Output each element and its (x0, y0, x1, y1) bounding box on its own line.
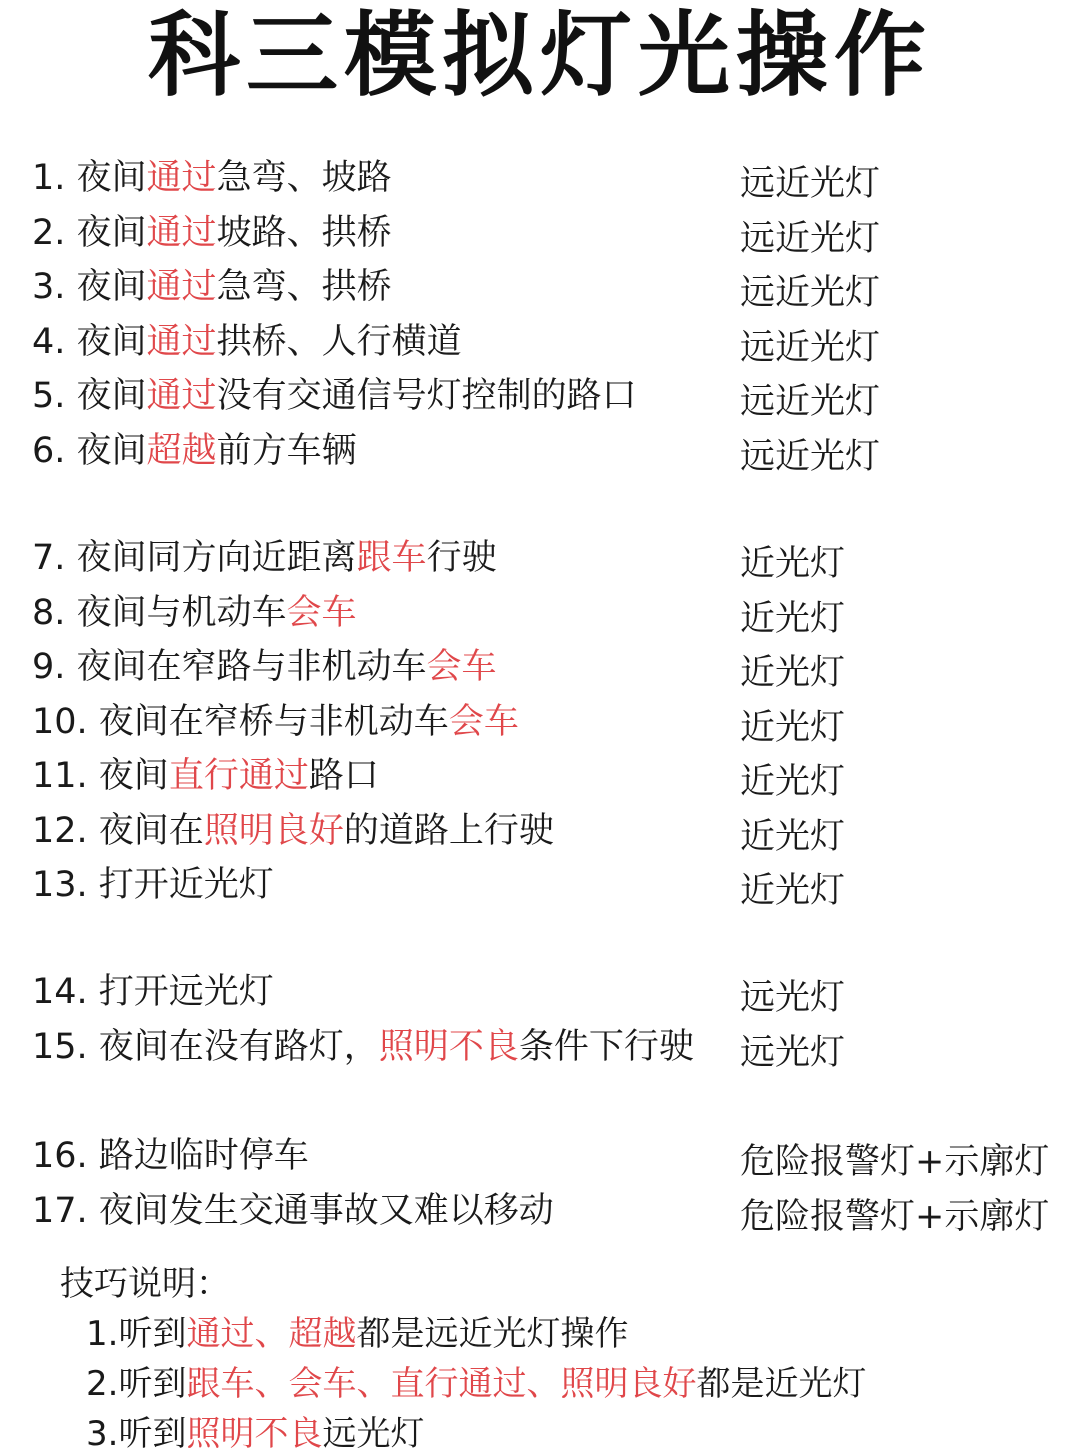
list-item (0, 322, 1080, 376)
scenario-text (32, 702, 519, 742)
item-number: 14. (32, 972, 99, 1012)
page-title: 科三模拟灯光操作 (147, 2, 932, 109)
scenario-text (32, 1136, 309, 1176)
list-item (0, 1027, 1080, 1081)
scenario-text (32, 756, 379, 796)
highlight-keyword: 直行通过 (168, 756, 309, 796)
text-segment: 夜间 (76, 267, 147, 307)
text-segment: 夜间在 (98, 810, 204, 851)
text-segment: 夜间 (76, 212, 147, 253)
text-segment: 夜间 (76, 430, 147, 471)
light-type: 近光灯 (740, 598, 846, 639)
scenario-text (32, 647, 497, 687)
light-type: 危险报警灯+示廓灯 (740, 1142, 1050, 1182)
item-number: 3. (32, 267, 77, 307)
list-item (0, 865, 1080, 919)
highlight-keyword: 通过 (146, 158, 217, 198)
text-segment: 打开远光灯 (98, 972, 274, 1012)
scenario-text (32, 1191, 554, 1231)
text-segment: 1.听到 (86, 1314, 187, 1354)
light-type: 远近光灯 (740, 273, 881, 313)
text-segment: 2.听到 (86, 1364, 187, 1404)
highlight-keyword: 通过 (146, 212, 217, 253)
text-segment: 夜间在没有路灯， (98, 1026, 379, 1067)
scenario-text (32, 972, 274, 1012)
text-segment: 条件下行驶 (518, 1026, 694, 1067)
scenario-text (32, 267, 392, 307)
text-segment: 急弯、拱桥 (216, 267, 392, 307)
highlight-keyword: 通过、超越 (186, 1314, 357, 1354)
text-segment: 路口 (308, 756, 379, 796)
highlight-keyword: 通过 (146, 321, 217, 362)
text-segment: 都是远近光灯操作 (356, 1314, 629, 1354)
text-segment: 坡路、拱桥 (216, 212, 392, 253)
text-segment: 夜间 (76, 376, 147, 416)
scenario-text (32, 158, 392, 198)
list-item (0, 213, 1080, 267)
light-type: 近光灯 (740, 707, 846, 748)
light-type: 近光灯 (740, 762, 846, 802)
item-number: 8. (32, 592, 77, 633)
text-segment: 路边临时停车 (98, 1136, 309, 1176)
list-item (0, 267, 1080, 321)
item-number: 16. (32, 1136, 99, 1176)
text-segment: 夜间 (98, 756, 169, 796)
highlight-keyword: 跟车、会车、直行通过、照明良好 (186, 1364, 697, 1404)
light-type: 近光灯 (740, 816, 846, 857)
light-type: 远光灯 (740, 1032, 846, 1073)
item-number: 11. (32, 756, 99, 796)
tip-item (86, 1364, 866, 1404)
light-type: 远近光灯 (740, 164, 881, 204)
text-segment: 3.听到 (86, 1414, 187, 1454)
text-segment: 急弯、坡路 (216, 158, 392, 198)
scenario-text (32, 431, 357, 471)
list-item (0, 756, 1080, 810)
light-type: 远近光灯 (740, 382, 881, 422)
item-number: 13. (32, 865, 99, 905)
list-item (0, 593, 1080, 647)
text-segment: 夜间在窄路与非机动车 (76, 647, 427, 687)
text-segment: 行驶 (426, 538, 497, 578)
text-segment: 没有交通信号灯控制的路口 (216, 376, 637, 416)
item-number: 4. (32, 321, 77, 362)
item-number: 7. (32, 538, 77, 578)
tip-item (86, 1314, 628, 1354)
text-segment: 远光灯 (322, 1414, 425, 1454)
list-item (0, 702, 1080, 756)
scenario-text (32, 1027, 694, 1067)
light-type: 危险报警灯+示廓灯 (740, 1196, 1050, 1237)
light-type: 远光灯 (740, 978, 846, 1018)
tips-title: 技巧说明： (60, 1264, 230, 1304)
highlight-keyword: 超越 (146, 430, 217, 471)
highlight-keyword: 会车 (286, 592, 357, 633)
text-segment: 夜间同方向近距离 (76, 538, 357, 578)
scenario-text (32, 322, 462, 362)
item-number: 1. (32, 158, 77, 198)
scenario-text (32, 811, 554, 851)
text-segment: 都是近光灯 (696, 1364, 867, 1404)
highlight-keyword: 会车 (426, 647, 497, 687)
light-type: 近光灯 (740, 544, 846, 584)
item-number: 9. (32, 647, 77, 687)
item-number: 6. (32, 430, 77, 471)
list-item (0, 647, 1080, 701)
text-segment: 前方车辆 (216, 430, 357, 471)
list-item (0, 1191, 1080, 1245)
highlight-keyword: 照明不良 (186, 1414, 323, 1454)
text-segment: 夜间 (76, 158, 147, 198)
text-segment: 夜间 (76, 321, 147, 362)
text-segment: 的道路上行驶 (343, 810, 554, 851)
list-item (0, 431, 1080, 485)
item-number: 17. (32, 1190, 99, 1231)
scenario-text (32, 213, 392, 253)
list-item (0, 158, 1080, 212)
scenario-text (32, 593, 357, 633)
text-segment: 夜间与机动车 (76, 592, 287, 633)
scenario-text (32, 376, 637, 416)
highlight-keyword: 照明良好 (203, 810, 344, 851)
light-type: 远近光灯 (740, 218, 881, 259)
item-number: 12. (32, 810, 99, 851)
list-item (0, 538, 1080, 592)
highlight-keyword: 通过 (146, 267, 217, 307)
text-segment: 打开近光灯 (98, 865, 274, 905)
text-segment: 夜间发生交通事故又难以移动 (98, 1190, 554, 1231)
list-item (0, 972, 1080, 1026)
light-type: 远近光灯 (740, 327, 881, 368)
scenario-text (32, 865, 274, 905)
light-type: 近光灯 (740, 871, 846, 911)
item-number: 10. (32, 701, 99, 742)
highlight-keyword: 跟车 (356, 538, 427, 578)
item-number: 15. (32, 1026, 99, 1067)
highlight-keyword: 通过 (146, 376, 217, 416)
list-item (0, 1136, 1080, 1190)
tip-item (86, 1414, 424, 1454)
list-item (0, 376, 1080, 430)
scenario-text (32, 538, 497, 578)
highlight-keyword: 照明不良 (378, 1026, 519, 1067)
text-segment: 夜间在窄桥与非机动车 (98, 701, 449, 742)
item-number: 5. (32, 376, 77, 416)
light-type: 远近光灯 (740, 436, 881, 477)
item-number: 2. (32, 212, 77, 253)
light-type: 近光灯 (740, 653, 846, 693)
list-item (0, 811, 1080, 865)
text-segment: 拱桥、人行横道 (216, 321, 462, 362)
highlight-keyword: 会车 (448, 701, 519, 742)
